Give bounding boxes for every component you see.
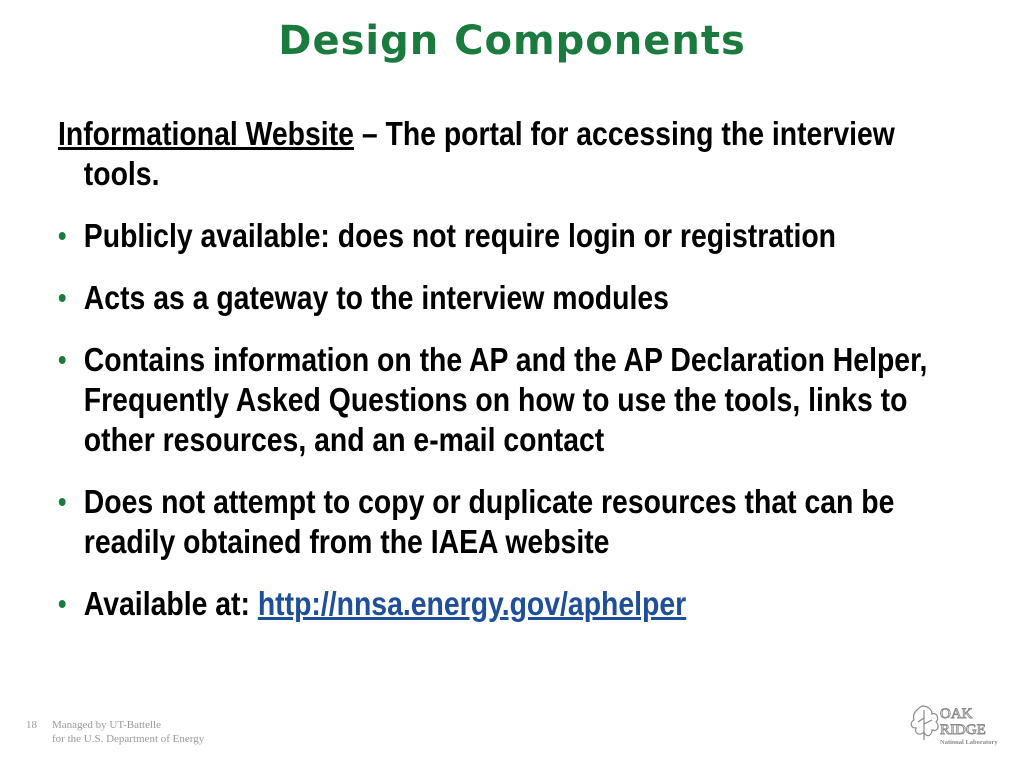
footer-line2: for the U.S. Department of Energy: [52, 733, 205, 745]
aphelper-link[interactable]: http://nnsa.energy.gov/aphelper: [257, 585, 687, 622]
intro-text: – The portal for accessing the interview tools.: [83, 115, 895, 192]
bullet-icon: •: [58, 588, 67, 619]
bullet-icon: •: [58, 344, 67, 375]
intro-heading: Informational Website: [58, 115, 354, 152]
slide-title: Design Components: [278, 18, 746, 64]
bullet-item: [58, 340, 961, 460]
logo-subtitle: National Laboratory: [940, 739, 998, 746]
bullet-item: [58, 216, 961, 256]
bullet-icon: •: [58, 282, 67, 313]
logo-word1: OAK: [940, 706, 973, 722]
footer-line1: Managed by UT-Battelle: [52, 719, 161, 731]
oak-ridge-logo: [906, 700, 1002, 748]
oak-leaf-icon: [906, 700, 1002, 748]
logo-word2: RIDGE: [940, 722, 986, 738]
bullet-list: [58, 216, 961, 624]
bullet-icon: •: [58, 486, 67, 517]
bullet-item: [58, 278, 961, 318]
bullet-text: Does not attempt to copy or duplicate resources that can be readily obtained from the IAEA website: [83, 483, 895, 560]
bullet-text: Contains information on the AP and the AP Declaration Helper, Frequently Asked Questions on how to use the tools, links to other resources, and an e-mail contact: [83, 341, 928, 458]
available-label: Available at:: [83, 585, 258, 622]
footer: [26, 718, 204, 746]
bullet-item: [58, 584, 961, 624]
bullet-item: [58, 482, 961, 562]
intro-paragraph: [58, 114, 944, 194]
slide-body: [58, 114, 928, 646]
bullet-text: Acts as a gateway to the interview modules: [83, 279, 669, 316]
bullet-text: Publicly available: does not require login or registration: [83, 217, 837, 254]
page-number: 18: [26, 719, 37, 731]
bullet-icon: •: [58, 220, 67, 251]
